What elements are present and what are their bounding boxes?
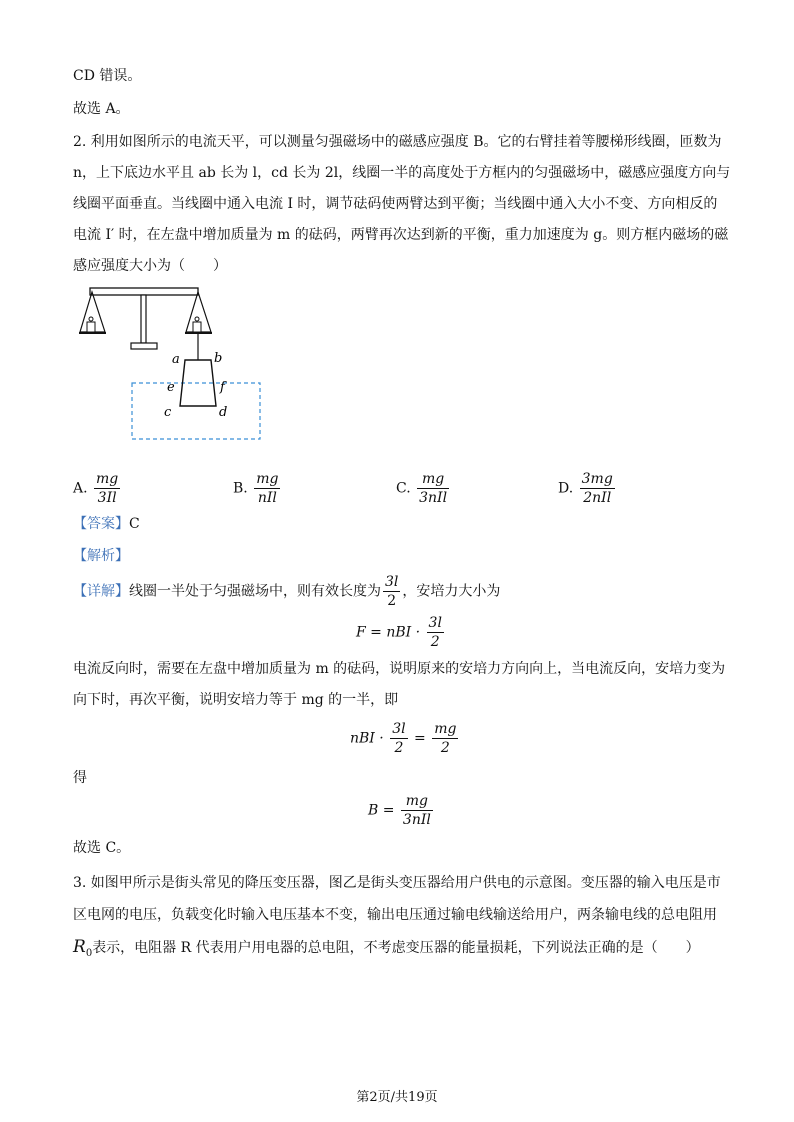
eq1-lhs: F = nBI ·	[356, 624, 421, 641]
option-b[interactable]	[233, 470, 282, 507]
page-footer: 第2页/共19页	[356, 1090, 438, 1105]
eq2-den1: 2	[390, 738, 407, 757]
question-3-line: 3. 如图甲所示是街头常见的降压变压器，图乙是街头变压器给用户供电的示意图。变压器的输入电压是市	[73, 875, 721, 891]
detail-tag: 【详解】	[73, 583, 129, 600]
eq3-num: mg	[405, 793, 429, 809]
option-denominator: nIl	[254, 488, 280, 507]
option-d[interactable]	[558, 470, 617, 507]
text-line: 故选 A。	[73, 101, 130, 117]
eq2-equals: =	[414, 730, 426, 747]
r0-subscript: 0	[85, 947, 93, 959]
option-a[interactable]	[73, 470, 122, 507]
text-line: CD 错误。	[73, 68, 142, 84]
eq3-den: 3nIl	[402, 812, 431, 828]
label-e: e	[167, 380, 175, 395]
analysis-tag: 【解析】	[73, 548, 129, 564]
label-f: f	[220, 380, 225, 395]
paragraph-line: 电流反向时，需要在左盘中增加质量为 m 的砝码，说明原来的安培力方向向上，当电流反向，安培力变为	[73, 661, 726, 677]
eq1-den: 2	[427, 632, 444, 651]
label-b: b	[214, 351, 223, 366]
eq2-den2: 2	[432, 738, 458, 757]
question-3-line: 区电网的电压，负载变化时输入电压基本不变，输出电压通过输电线输送给用户，两条输电线的总电阻用	[73, 907, 717, 923]
option-numerator: mg	[256, 471, 279, 487]
option-denominator: 3nIl	[419, 490, 448, 506]
current-balance-diagram	[78, 282, 268, 444]
answer-value: C	[129, 516, 140, 532]
text-line: 得	[73, 770, 87, 786]
label-c: c	[164, 405, 172, 420]
detail-text: 线圈一半处于匀强磁场中，则有效长度为	[129, 583, 381, 600]
eq2-num1: 3l	[392, 721, 406, 737]
question-2-line: n，上下底边水平且 ab 长为 l，cd 长为 2l，线圈一半的高度处于方框内的匀强磁场中，磁感应强度方向与	[73, 165, 731, 181]
equation-1	[356, 614, 446, 651]
option-letter: B.	[233, 480, 248, 497]
option-letter: A.	[73, 480, 88, 497]
option-c[interactable]	[396, 470, 451, 507]
label-a: a	[172, 352, 180, 367]
eq2-lhs: nBI ·	[350, 730, 384, 747]
eq2-num2: mg	[434, 721, 457, 737]
question-2-line: 电流 I′ 时，在左盘中增加质量为 m 的砝码，两臂再次达到新的平衡，重力加速度为 g。则方框内磁场的磁	[73, 227, 729, 243]
conclusion-line: 故选 C。	[73, 840, 131, 856]
question-2-line: 2. 利用如图所示的电流天平，可以测量匀强磁场中的磁感应强度 B。它的右臂挂着等腰梯形线圈，匝数为	[73, 134, 722, 150]
option-letter: D.	[558, 480, 574, 497]
eq1-num: 3l	[428, 615, 442, 631]
detail-text: ，安培力大小为	[402, 583, 501, 600]
question-2-line: 感应强度大小为（ ）	[73, 258, 227, 274]
equation-2	[350, 720, 460, 757]
option-numerator: mg	[96, 471, 119, 487]
r0-symbol: R	[73, 937, 86, 957]
answer-tag: 【答案】	[73, 516, 129, 532]
option-letter: C.	[396, 480, 411, 497]
option-numerator: mg	[421, 471, 445, 487]
question-3-text: 表示，电阻器 R 代表用户用电器的总电阻，不考虑变压器的能量损耗，下列说法正确的是（ ）	[92, 940, 700, 956]
paragraph-line: 向下时，再次平衡，说明安培力等于 mg 的一半，即	[73, 692, 399, 708]
question-2-line: 线圈平面垂直。当线圈中通入电流 I 时，调节砝码使两臂达到平衡；当线圈中通入大小不变、方向相反的	[73, 196, 718, 212]
option-denominator: 3Il	[94, 488, 120, 507]
eq3-lhs: B =	[368, 802, 395, 819]
label-d: d	[219, 405, 228, 420]
question-3-line	[73, 937, 700, 964]
detail-frac-den: 2	[383, 591, 400, 610]
equation-3	[368, 792, 435, 829]
answer-line	[73, 514, 140, 534]
option-denominator: 2nIl	[580, 488, 615, 507]
detail-frac-num: 3l	[385, 574, 399, 590]
option-numerator: 3mg	[581, 471, 613, 487]
detail-line	[73, 573, 500, 610]
